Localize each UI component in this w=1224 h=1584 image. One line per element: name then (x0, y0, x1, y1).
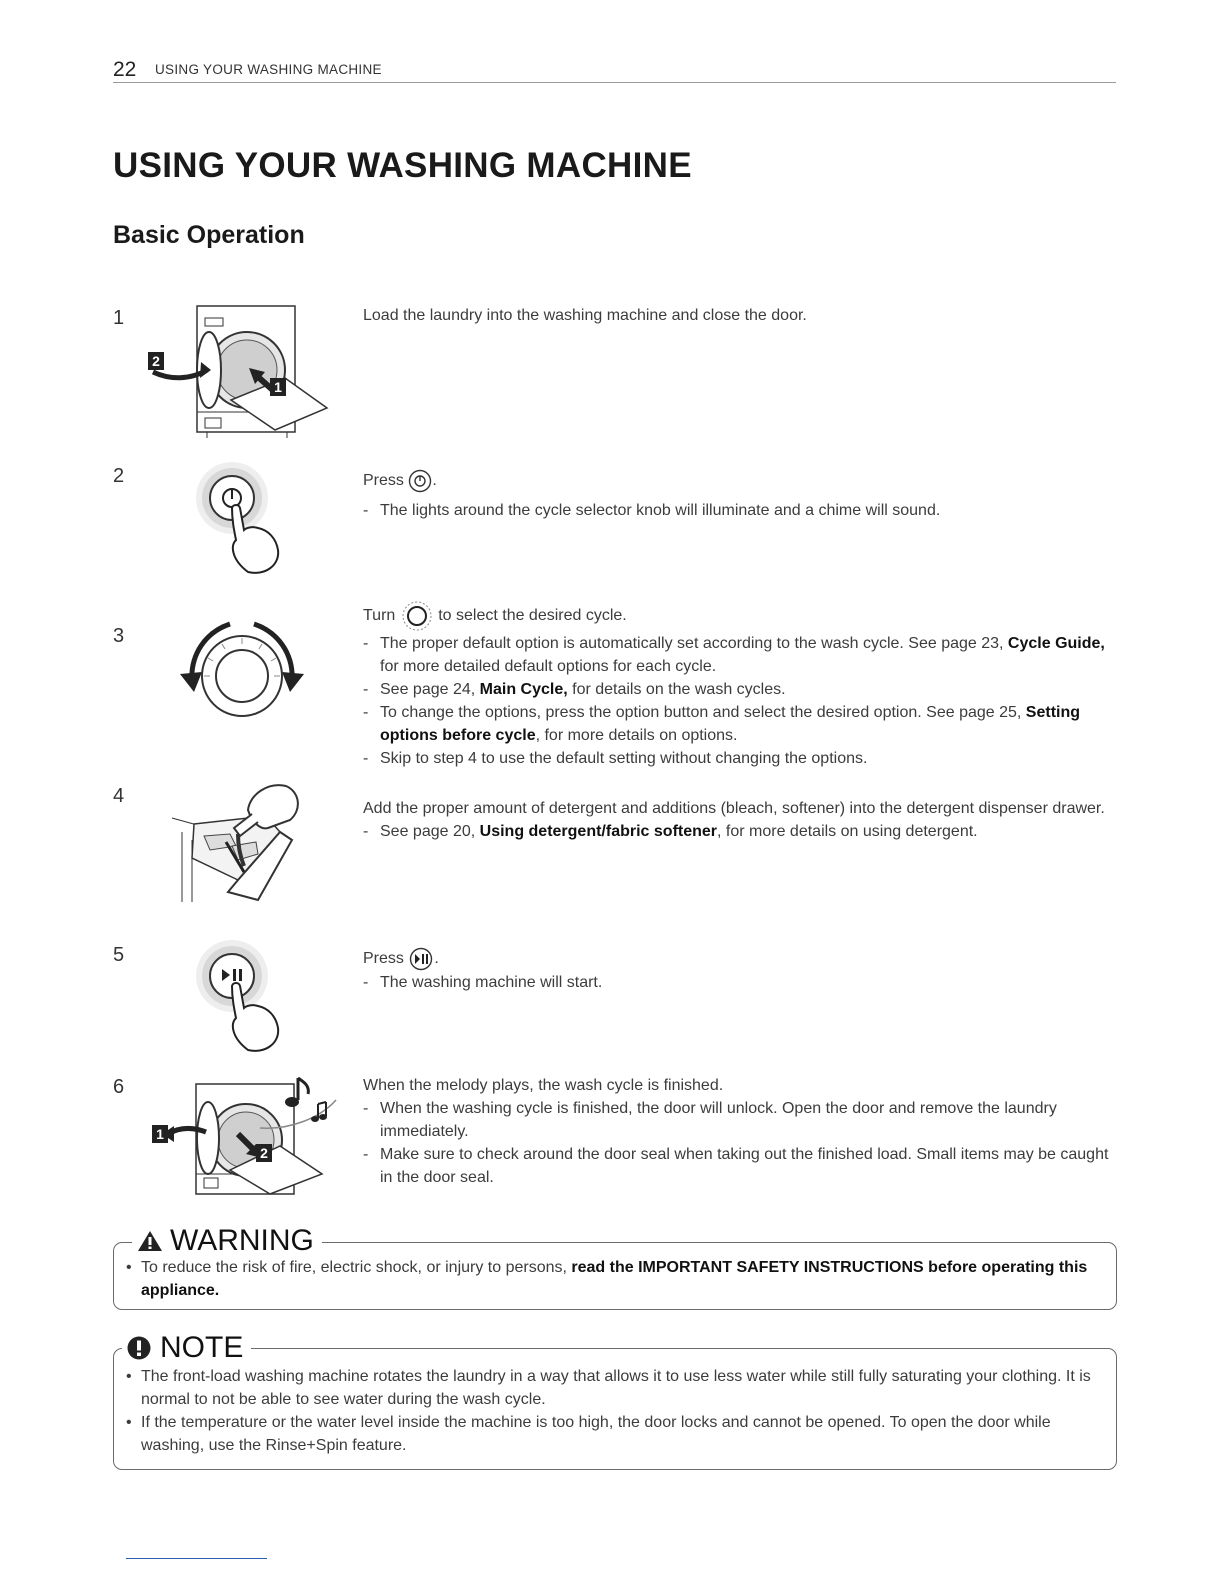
step-number-4: 4 (113, 785, 125, 807)
step-1-instruction: Load the laundry into the washing machine and close the door. (363, 307, 807, 324)
step-3-bullet-1-a: The proper default option is automatically set according to the wash cycle. See page 23, (380, 635, 1008, 652)
note-item-1: The front-load washing machine rotates the laundry in a way that allows it to use less water while still fully saturating your clothing. It is normal to not be able to see water during the wash cycle. (141, 1368, 1091, 1408)
start-pause-icon (408, 947, 434, 971)
start-button-press-illustration (192, 938, 292, 1056)
step-5-lead-b: . (434, 950, 439, 968)
step-5-bullet-1: The washing machine will start. (380, 974, 603, 991)
step-3-lead-b: to select the desired cycle. (433, 607, 627, 625)
cycle-knob-illustration (172, 620, 312, 720)
warning-title: WARNING (170, 1224, 314, 1257)
step-1-text (363, 304, 1123, 327)
step-number-1: 1 (113, 307, 125, 329)
detergent-softener-reference: Using detergent/fabric softener (479, 823, 718, 840)
note-info-icon (126, 1335, 152, 1361)
unload-laundry-illustration (150, 1070, 340, 1198)
note-heading (122, 1329, 251, 1367)
warning-body (126, 1256, 1098, 1302)
dash-marker: - (363, 974, 369, 991)
step-3-text (363, 600, 1123, 770)
dash-marker: - (363, 1146, 369, 1163)
step-6-text (363, 1074, 1123, 1189)
warning-heading (132, 1223, 322, 1259)
header-section-title: USING YOUR WASHING MACHINE (155, 62, 382, 77)
bullet-marker: • (126, 1259, 132, 1276)
page-number: 22 (113, 58, 137, 81)
load-laundry-illustration (145, 300, 335, 442)
note-item-2: If the temperature or the water level inside the machine is too high, the door locks and cannot be opened. To open the door while washing, use the Rinse+Spin feature. (141, 1414, 1051, 1454)
cycle-dial-icon (400, 600, 434, 632)
dash-marker: - (363, 502, 369, 519)
power-button-press-illustration (192, 460, 292, 578)
step-number-2: 2 (113, 465, 125, 487)
step-3-bullet-1-b: for more detailed default options for each cycle. (380, 658, 717, 675)
bullet-marker: • (126, 1414, 132, 1431)
step-6-bullet-2: Make sure to check around the door seal when taking out the finished load. Small items may be caught in the door seal. (380, 1146, 1109, 1186)
step-3-bullet-4: Skip to step 4 to use the default setting without changing the options. (380, 750, 868, 767)
step-5-lead-a: Press (363, 950, 404, 968)
cycle-guide-reference: Cycle Guide, (1007, 635, 1105, 652)
warning-box (113, 1224, 1117, 1310)
dash-marker: - (363, 704, 369, 721)
step-number-6: 6 (113, 1076, 125, 1098)
step-4-bullet-1-b: , for more details on using detergent. (717, 823, 978, 840)
step-3-bullet-3-a: To change the options, press the option button and select the desired option. See page 25, (380, 704, 1026, 721)
badge-1-label: 1 (274, 379, 282, 395)
step-5-text (363, 947, 1123, 994)
step-number-3: 3 (113, 625, 125, 647)
warning-triangle-icon (136, 1229, 164, 1253)
bullet-marker: • (126, 1368, 132, 1385)
main-cycle-reference: Main Cycle, (479, 681, 568, 698)
step-4-instruction: Add the proper amount of detergent and additions (bleach, softener) into the detergent dispenser drawer. (363, 800, 1105, 817)
badge-2-label: 2 (260, 1145, 268, 1161)
step-6-instruction: When the melody plays, the wash cycle is finished. (363, 1077, 724, 1094)
step-number-5: 5 (113, 944, 125, 966)
dash-marker: - (363, 681, 369, 698)
warning-text: To reduce the risk of fire, electric shock, or injury to persons, (141, 1259, 572, 1276)
page-header (113, 58, 1116, 83)
step-6-bullet-1: When the washing cycle is finished, the door will unlock. Open the door and remove the laundry immediately. (380, 1100, 1057, 1140)
dash-marker: - (363, 635, 369, 652)
detergent-dispenser-illustration (168, 780, 308, 908)
note-body (126, 1365, 1098, 1457)
warning-text-bold: read the IMPORTANT SAFETY INSTRUCTIONS before operating this appliance. (141, 1259, 1088, 1299)
power-icon (408, 469, 432, 493)
dash-marker: - (363, 823, 369, 840)
step-4-text (363, 797, 1123, 843)
step-3-lead-a: Turn (363, 607, 396, 625)
step-2-text (363, 469, 1123, 522)
step-3-bullet-3-b: , for more details on options. (535, 727, 738, 744)
dash-marker: - (363, 1100, 369, 1117)
step-2-lead-a: Press (363, 472, 404, 490)
step-3-bullet-2-a: See page 24, (380, 681, 480, 698)
page-title: USING YOUR WASHING MACHINE (113, 146, 692, 185)
note-box (113, 1331, 1117, 1470)
step-3-bullet-2-b: for details on the wash cycles. (567, 681, 786, 698)
section-subtitle: Basic Operation (113, 221, 305, 249)
dash-marker: - (363, 750, 369, 767)
step-2-bullet-1: The lights around the cycle selector knob will illuminate and a chime will sound. (380, 502, 941, 519)
note-title: NOTE (160, 1331, 244, 1364)
badge-1-label: 1 (156, 1126, 164, 1142)
badge-2-label: 2 (152, 353, 160, 369)
footer-rule (126, 1558, 267, 1559)
step-2-lead-b: . (432, 472, 437, 490)
setting-options-reference: Setting options before cycle (380, 704, 1081, 744)
step-4-bullet-1-a: See page 20, (380, 823, 480, 840)
